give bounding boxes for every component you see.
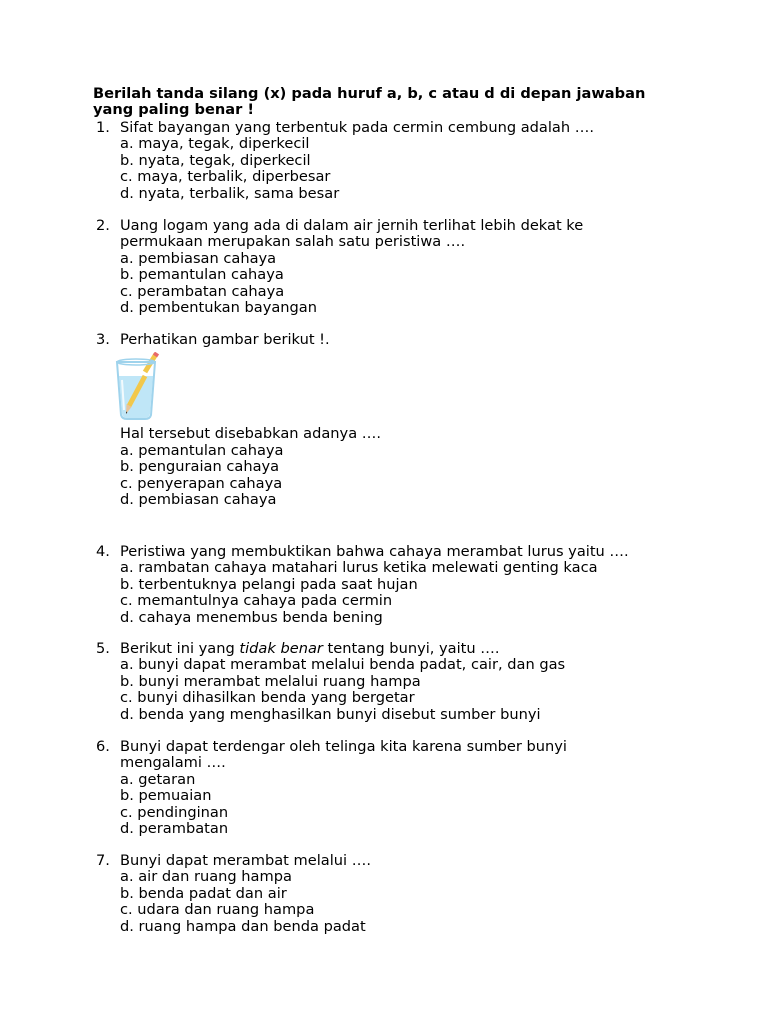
option-c[interactable]: c. udara dan ruang hampa: [120, 901, 315, 919]
option-c[interactable]: c. maya, terbalik, diperbesar: [120, 168, 331, 186]
option-b[interactable]: b. pemuaian: [120, 787, 212, 805]
option-a[interactable]: a. bunyi dapat merambat melalui benda padat, cair, dan gas: [120, 656, 566, 674]
question-text: Bunyi dapat merambat melalui ….: [120, 852, 371, 869]
question-5: [96, 641, 716, 723]
instruction: [93, 86, 693, 119]
option-b[interactable]: b. bunyi merambat melalui ruang hampa: [120, 672, 421, 690]
question-text-post: tentang bunyi, yaitu ….: [322, 640, 500, 657]
option-b[interactable]: b. penguraian cahaya: [120, 458, 280, 476]
option-b[interactable]: b. benda padat dan air: [120, 884, 287, 902]
question-text: mengalami ….: [120, 754, 226, 772]
option-d[interactable]: d. pembiasan cahaya: [120, 491, 277, 509]
option-a[interactable]: a. pemantulan cahaya: [120, 441, 284, 459]
question-number: 6.: [96, 738, 110, 755]
option-c[interactable]: c. bunyi dihasilkan benda yang bergetar: [120, 689, 415, 707]
pencil-eraser: [155, 353, 157, 356]
question-text: [120, 641, 716, 657]
question-3: [96, 332, 716, 508]
option-d[interactable]: d. benda yang menghasilkan bunyi disebut sumber bunyi: [120, 705, 541, 723]
option-b[interactable]: b. terbentuknya pelangi pada saat hujan: [120, 575, 418, 593]
instruction-line: yang paling benar !: [93, 101, 255, 119]
question-number: 5.: [96, 640, 110, 657]
question-6: [96, 739, 716, 837]
question-text: permukaan merupakan salah satu peristiwa ….: [120, 233, 466, 251]
option-b[interactable]: b. nyata, tegak, diperkecil: [120, 151, 311, 169]
option-c[interactable]: c. perambatan cahaya: [120, 282, 285, 300]
question-number: 2.: [96, 217, 110, 234]
instruction-line: Berilah tanda silang (x) pada huruf a, b, c atau d di depan jawaban: [93, 85, 646, 102]
question-2: [96, 218, 716, 316]
option-a[interactable]: a. getaran: [120, 770, 196, 788]
question-text: Sifat bayangan yang terbentuk pada cermin cembung adalah ….: [120, 119, 594, 136]
question-number: 4.: [96, 543, 110, 560]
question-text: Peristiwa yang membuktikan bahwa cahaya merambat lurus yaitu ….: [120, 543, 629, 560]
question-text: Bunyi dapat terdengar oleh telinga kita karena sumber bunyi: [120, 738, 567, 755]
option-a[interactable]: a. air dan ruang hampa: [120, 868, 292, 886]
option-a[interactable]: a. maya, tegak, diperkecil: [120, 135, 310, 153]
option-d[interactable]: d. pembentukan bayangan: [120, 299, 317, 317]
option-d[interactable]: d. ruang hampa dan benda padat: [120, 917, 366, 935]
question-text: Uang logam yang ada di dalam air jernih terlihat lebih dekat ke: [120, 217, 584, 234]
question-number: 3.: [96, 331, 110, 348]
option-c[interactable]: c. penyerapan cahaya: [120, 474, 283, 492]
option-c[interactable]: c. pendinginan: [120, 803, 229, 821]
option-a[interactable]: a. rambatan cahaya matahari lurus ketika melewati genting kaca: [120, 559, 598, 577]
question-number: 7.: [96, 852, 110, 869]
option-d[interactable]: d. nyata, terbalik, sama besar: [120, 184, 340, 202]
option-a[interactable]: a. pembiasan cahaya: [120, 249, 277, 267]
option-d[interactable]: d. cahaya menembus benda bening: [120, 608, 383, 626]
question-number: 1.: [96, 119, 110, 136]
question-text-pre: Berikut ini yang: [120, 640, 240, 657]
question-7: [96, 853, 716, 935]
option-d[interactable]: d. perambatan: [120, 820, 229, 838]
question-text: Hal tersebut disebabkan adanya ….: [120, 425, 382, 443]
option-b[interactable]: b. pemantulan cahaya: [120, 266, 284, 284]
option-c[interactable]: c. memantulnya cahaya pada cermin: [120, 592, 393, 610]
question-1: [96, 120, 716, 202]
question-4: [96, 544, 716, 626]
glass-with-pencil-image: [115, 352, 163, 420]
question-text-emphasis: tidak benar: [239, 640, 323, 657]
question-text: Perhatikan gambar berikut !.: [120, 331, 330, 348]
